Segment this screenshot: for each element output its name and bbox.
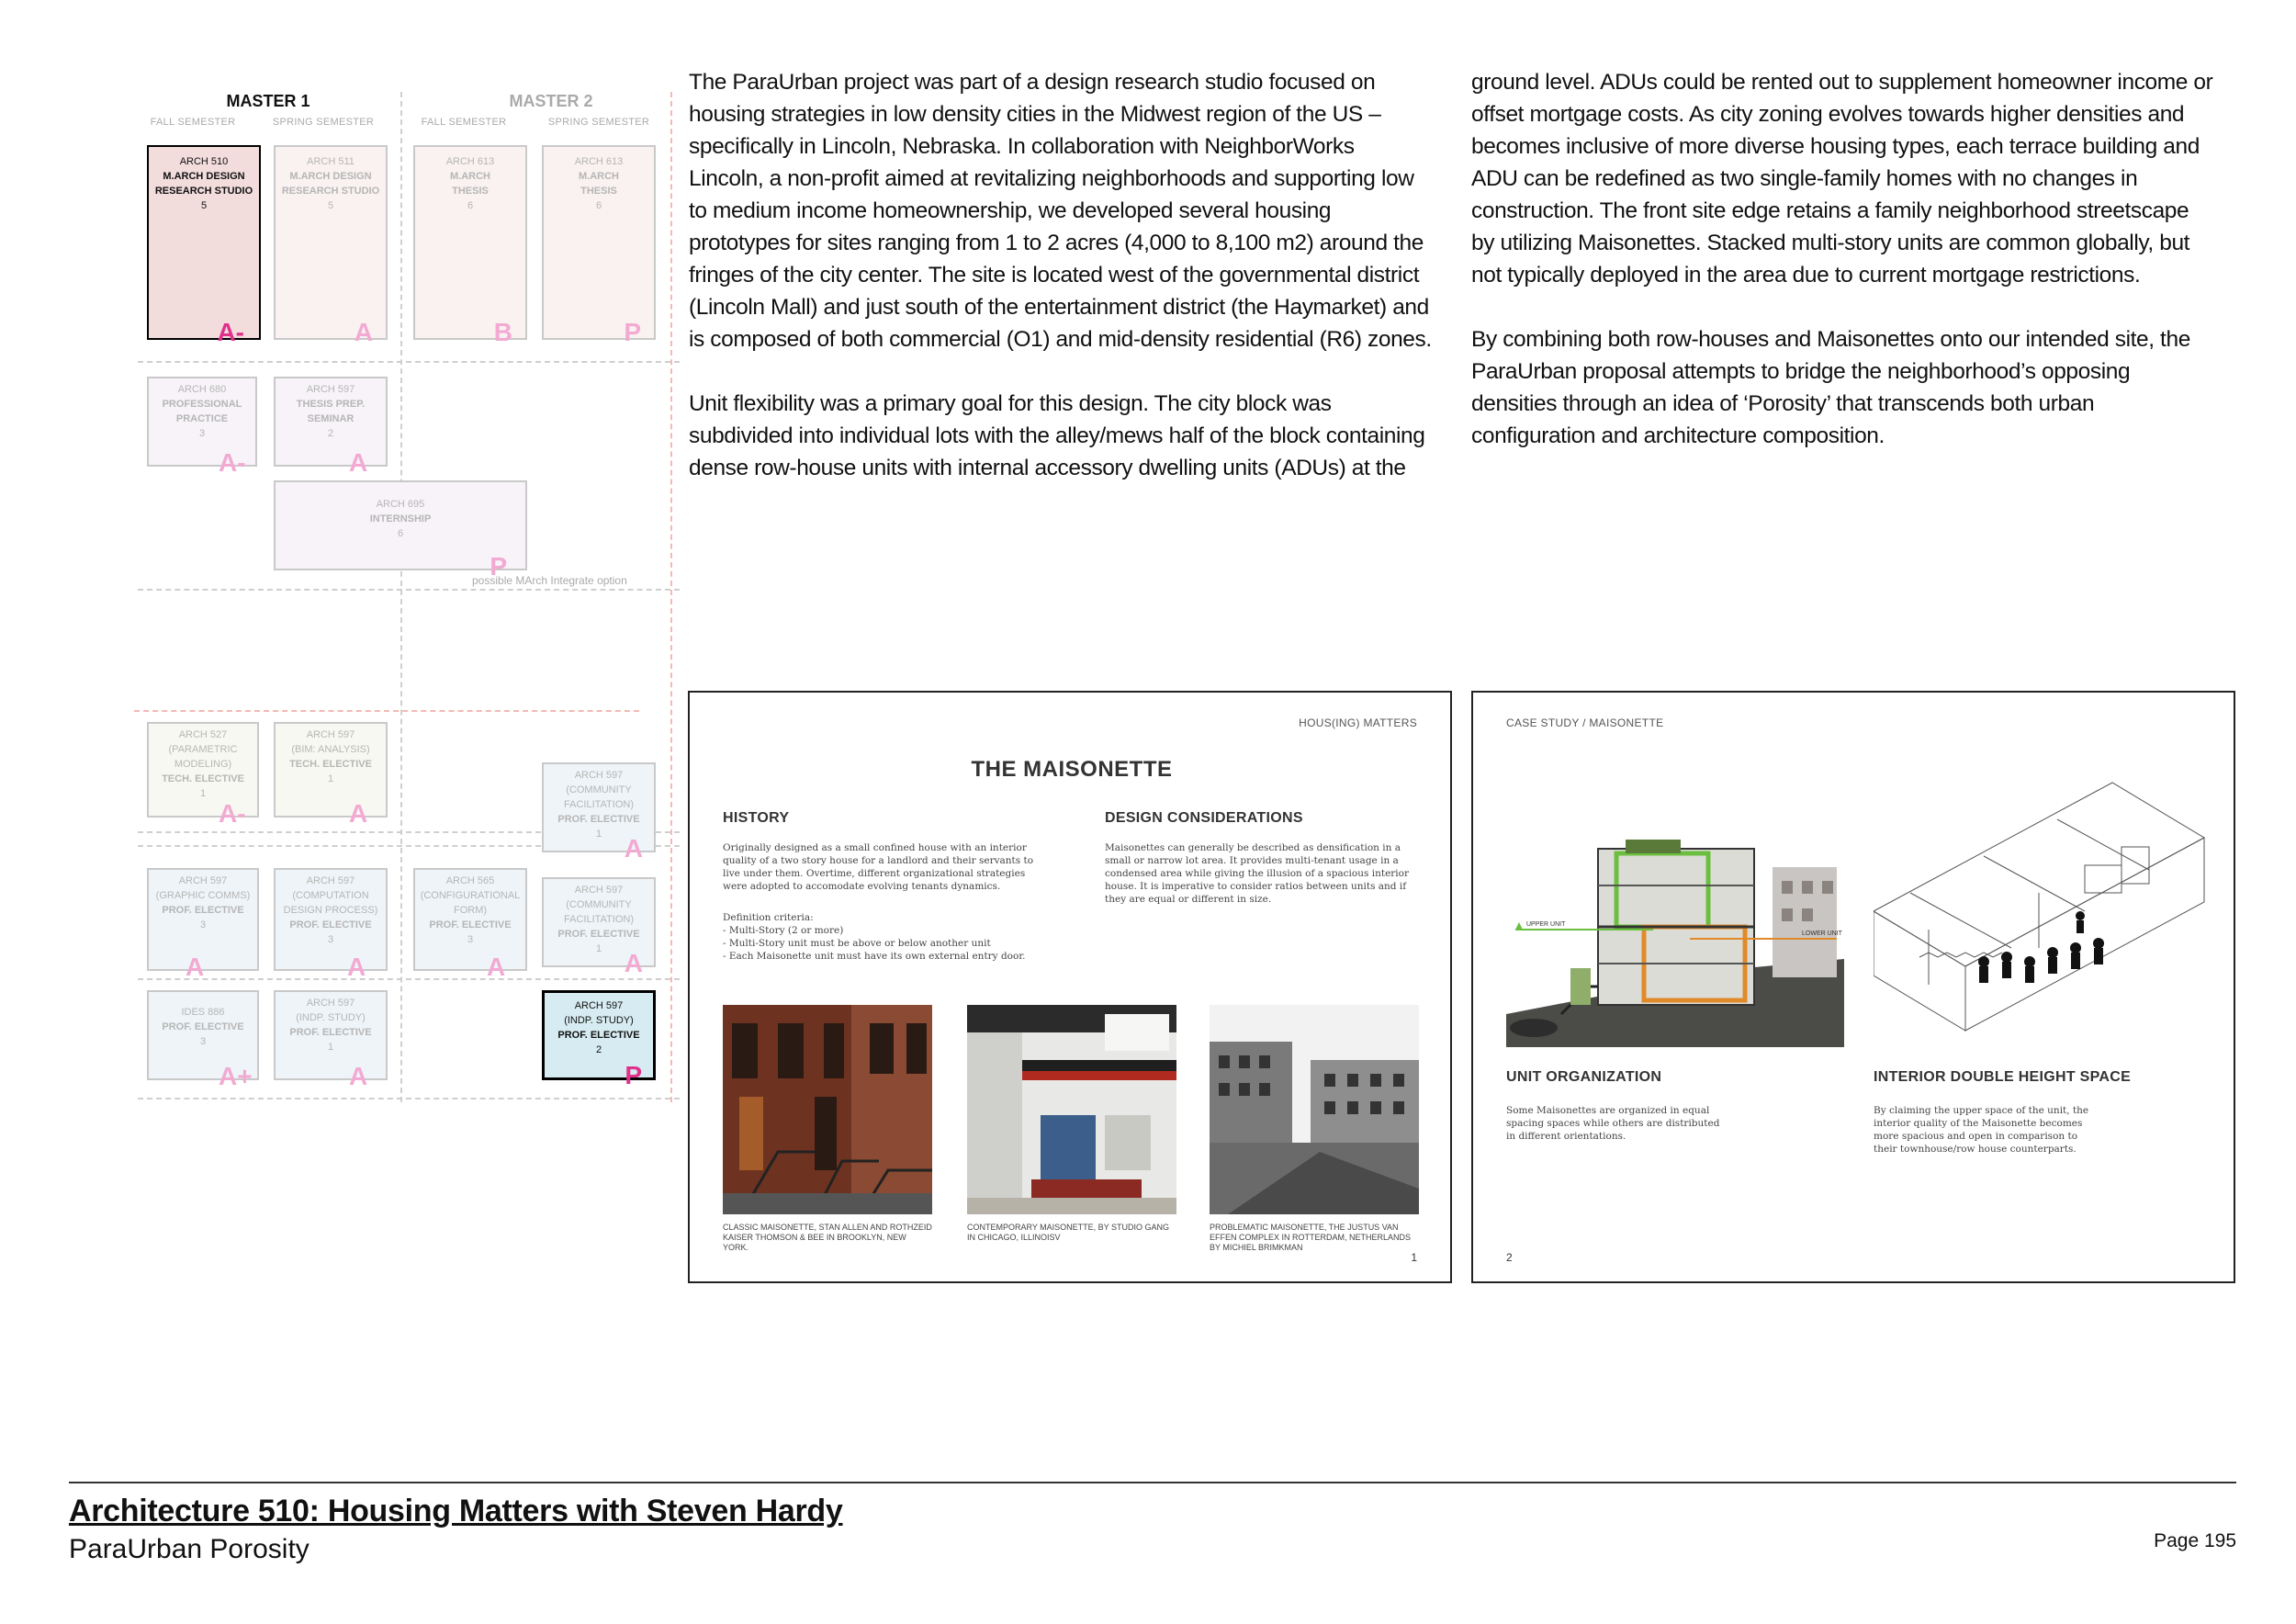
row-divider [138,1098,680,1100]
curriculum-chart [138,83,680,1111]
course-grade: P [490,552,507,581]
course-credits: 3 [198,428,206,439]
photo-caption: CONTEMPORARY MAISONETTE, BY STUDIO GANG IN CHICAGO, ILLINOISV [967,1223,1170,1242]
footer-title: Architecture 510: Housing Matters with Steven Hardy [69,1494,843,1528]
course-grade: B [493,318,512,346]
course-name: PROF. ELECTIVE [429,919,512,930]
course-card-arch-680 [147,377,257,477]
course-credits: 1 [327,773,334,784]
course-code: ARCH 613 [574,156,624,167]
course-credits: 6 [467,200,474,211]
course-code: ARCH 565 [445,875,495,886]
course-name: PROF. ELECTIVE [289,919,372,930]
course-card-arch-597-graphic-comms [147,868,259,981]
course-card-arch-527 [147,722,259,828]
course-card-arch-565 [413,868,527,981]
upper-unit-label: UPPER UNIT [1526,921,1566,928]
page-number: 1 [1411,1251,1417,1264]
paragraph: By combining both row-houses and Maisonettes onto our intended site, the ParaUrban proposal attempts to bridge the neighborhood’s opposing densities through an idea of ‘Porosity’ that transcends both urban configuration and architecture composition. [1471,327,2190,448]
footer-rule [69,1482,2236,1483]
course-name: THESIS PREP. SEMINAR [296,399,366,424]
course-code: ARCH 680 [177,384,227,395]
course-card-arch-597-computation [274,868,388,981]
course-name: PROFESSIONAL PRACTICE [162,399,242,424]
course-grade: P [625,1061,642,1089]
year-divider [400,92,402,1102]
unit-section-diagram [1506,830,1844,1047]
paragraph: ground level. ADUs could be rented out to supplement homeowner income or offset mortgage costs. As city zoning evolves towards higher densities and becomes inclusive of more diverse housing types, each terrace building and ADU can be redefined as two single-family homes with no changes in construction. The front site edge retains a family neighborhood streetscape by utilizing Maisonettes. Stacked multi-story units are common globally, but not typically deployed in the area due to current mortgage restrictions. [1471,70,2213,288]
course-credits: 1 [200,788,207,799]
course-name: M.ARCH DESIGN RESEARCH STUDIO [154,171,253,197]
program-boundary [670,92,672,1102]
row-divider [138,978,680,980]
course-topic: (COMMUNITY FACILITATION) [564,899,634,925]
course-grade: P [624,318,641,346]
course-code: ARCH 597 [306,384,355,395]
course-grade: A [349,1062,368,1090]
course-name: PROF. ELECTIVE [289,1027,372,1038]
course-topic: (PARAMETRIC MODELING) [168,744,238,770]
course-topic: (COMPUTATION DESIGN PROCESS) [283,890,378,916]
course-card-arch-695 [274,480,527,581]
course-grade: A- [219,448,246,477]
course-code: ARCH 695 [376,499,425,510]
course-card-arch-597-indp-study-1 [274,990,388,1090]
semester-label: FALL SEMESTER [150,117,236,128]
course-name: PROF. ELECTIVE [557,814,640,825]
semester-label: SPRING SEMESTER [272,117,375,128]
course-code: ARCH 597 [574,1000,624,1011]
course-grade: A [349,799,368,828]
maisonette-spread-page-2 [1471,691,2235,1283]
course-name: PROF. ELECTIVE [162,1021,244,1032]
course-name: PROF. ELECTIVE [557,1030,640,1041]
unit-organization-heading: UNIT ORGANIZATION [1506,1069,1662,1085]
semester-label: FALL SEMESTER [421,117,507,128]
course-card-arch-613-spring [542,145,656,346]
course-card-arch-597-thesis-prep [274,377,388,477]
history-text: Originally designed as a small confined house with an interior quality of a two story house for a landlord and their servants to live under them. Overtime, different organizational strategies were adopted to accomodate evolving tenants dynamics. [723,842,1034,892]
course-topic: (COMMUNITY FACILITATION) [564,784,634,810]
course-grade: A [624,949,643,977]
history-heading: HISTORY [723,810,790,826]
course-topic: (CONFIGURATIONAL FORM) [420,890,521,916]
course-name: M.ARCH DESIGN RESEARCH STUDIO [281,171,380,197]
problematic-maisonette-photo [1210,1005,1419,1214]
page-tag: HOUS(ING) MATTERS [1299,716,1417,729]
body-text-column-1 [689,66,1433,516]
semester-label: SPRING SEMESTER [547,117,650,128]
course-name: TECH. ELECTIVE [162,773,244,784]
lower-unit-label: LOWER UNIT [1802,930,1842,937]
course-credits: 3 [199,919,207,930]
course-code: ARCH 511 [307,156,355,167]
course-card-arch-511 [274,145,388,346]
body-text-column-2 [1471,66,2215,484]
course-credits: 2 [595,1044,602,1055]
course-grade: A [349,448,368,477]
course-credits: 6 [595,200,602,211]
course-name: TECH. ELECTIVE [289,759,372,770]
course-code: ARCH 613 [445,156,495,167]
course-credits: 1 [327,1042,334,1053]
course-card-arch-597-community-2 [542,877,656,977]
course-credits: 6 [397,528,404,539]
course-grade: A [354,318,373,346]
page-number: Page 195 [2154,1530,2236,1551]
row-divider [134,710,639,712]
course-credits: 3 [467,934,474,945]
course-credits: 3 [199,1036,207,1047]
photo-caption: CLASSIC MAISONETTE, STAN ALLEN AND ROTHZEID KAISER THOMSON & BEE IN BROOKLYN, NEW YORK. [723,1223,932,1252]
contemporary-maisonette-photo [967,1005,1176,1214]
paragraph: Unit flexibility was a primary goal for this design. The city block was subdivided into individual lots with the alley/mews half of the block containing dense row-house units with internal accessory dwelling units (ADUs) at the [689,391,1425,480]
classic-maisonette-photo [723,1005,932,1214]
course-code: ARCH 597 [574,885,624,896]
course-credits: 3 [327,934,334,945]
interior-double-height-text: By claiming the upper space of the unit, the interior quality of the Maisonette becomes more spacious and open in comparison to their townhouse/row house counterparts. [1874,1105,2089,1155]
course-grade: A [186,953,205,981]
interior-double-height-heading: INTERIOR DOUBLE HEIGHT SPACE [1874,1069,2132,1085]
course-credits: 5 [327,200,334,211]
course-code: ARCH 510 [179,156,229,167]
course-grade: A [487,953,506,981]
footer-subtitle: ParaUrban Porosity [69,1534,310,1564]
course-topic: (GRAPHIC COMMS) [155,890,251,901]
course-credits: 2 [327,428,334,439]
course-grade: A [624,834,643,863]
photo-caption: PROBLEMATIC MAISONETTE, THE JUSTUS VAN EFFEN COMPLEX IN ROTTERDAM, NETHERLANDS BY MICHIEL BRIMKMAN [1210,1223,1412,1252]
integrate-option-note: possible MArch Integrate option [472,574,627,587]
course-name: INTERNSHIP [369,513,432,524]
master-2-heading: MASTER 2 [509,92,593,110]
course-credits: 5 [200,200,208,211]
course-name: M.ARCH THESIS [450,171,490,197]
unit-organization-text: Some Maisonettes are organized in equal spacing spaces while others are distributed in different orientations. [1506,1105,1720,1142]
course-code: IDES 886 [181,1007,225,1018]
course-grade: A+ [219,1062,253,1090]
course-code: ARCH 597 [306,875,355,886]
row-divider [138,589,680,591]
row-divider [138,361,680,363]
design-considerations-heading: DESIGN CONSIDERATIONS [1105,810,1303,826]
course-card-arch-597-indp-study-2 [542,990,656,1089]
course-code: ARCH 527 [178,729,228,740]
course-card-arch-613-fall [413,145,527,346]
course-code: ARCH 597 [178,875,228,886]
course-name: PROF. ELECTIVE [557,929,640,940]
course-topic: (INDP. STUDY) [564,1015,634,1026]
course-credits: 1 [595,829,602,840]
course-code: ARCH 597 [574,770,624,781]
course-grade: A- [217,318,244,346]
course-card-arch-510 [147,145,261,346]
master-1-heading: MASTER 1 [226,92,310,110]
course-topic: (INDP. STUDY) [296,1012,366,1023]
course-name: PROF. ELECTIVE [162,905,244,916]
page-number: 2 [1506,1251,1513,1264]
design-considerations-text: Maisonettes can generally be described as densification in a small or narrow lot area. It provides multi-tenant usage in a condensed area while giving the illusion of a spacious interior house. It is imperative to consider ratios between units and if they are equal or different in size. [1105,842,1409,905]
course-code: ARCH 597 [306,729,355,740]
paragraph: The ParaUrban project was part of a design research studio focused on housing strategies in low density cities in the Midwest region of the US – specifically in Lincoln, Nebraska. In collaboration with NeighborWorks Lincoln, a non-profit aimed at revitalizing neighborhoods and supporting low to medium income homeownership, we developed several housing prototypes for sites ranging from 1 to 2 acres (4,000 to 8,100 m2) around the fringes of the city center. The site is located west of the governmental district (Lincoln Mall) and just south of the entertainment district (the Haymarket) and is composed of both commercial (O1) and mid-density residential (R6) zones. [689,70,1432,352]
page-title: THE MAISONETTE [971,757,1173,782]
course-credits: 1 [595,943,602,954]
page-tag: CASE STUDY / MAISONETTE [1506,716,1664,729]
course-card-arch-597-community-1 [542,762,656,863]
course-grade: A- [219,799,246,828]
course-topic: (BIM: ANALYSIS) [291,744,370,755]
course-card-ides-886 [147,990,259,1090]
maisonette-spread-page-1 [688,691,1452,1283]
course-name: M.ARCH THESIS [579,171,619,197]
course-card-arch-597-bim [274,722,388,828]
definition-criteria: Definition criteria: - Multi-Story (2 or more) - Multi-Story unit must be above or below another unit - Each Maisonette unit must have its own external entry door. [723,912,1026,962]
interior-axonometric-drawing [1874,773,2212,1049]
course-grade: A [347,953,366,981]
course-code: ARCH 597 [306,998,355,1009]
